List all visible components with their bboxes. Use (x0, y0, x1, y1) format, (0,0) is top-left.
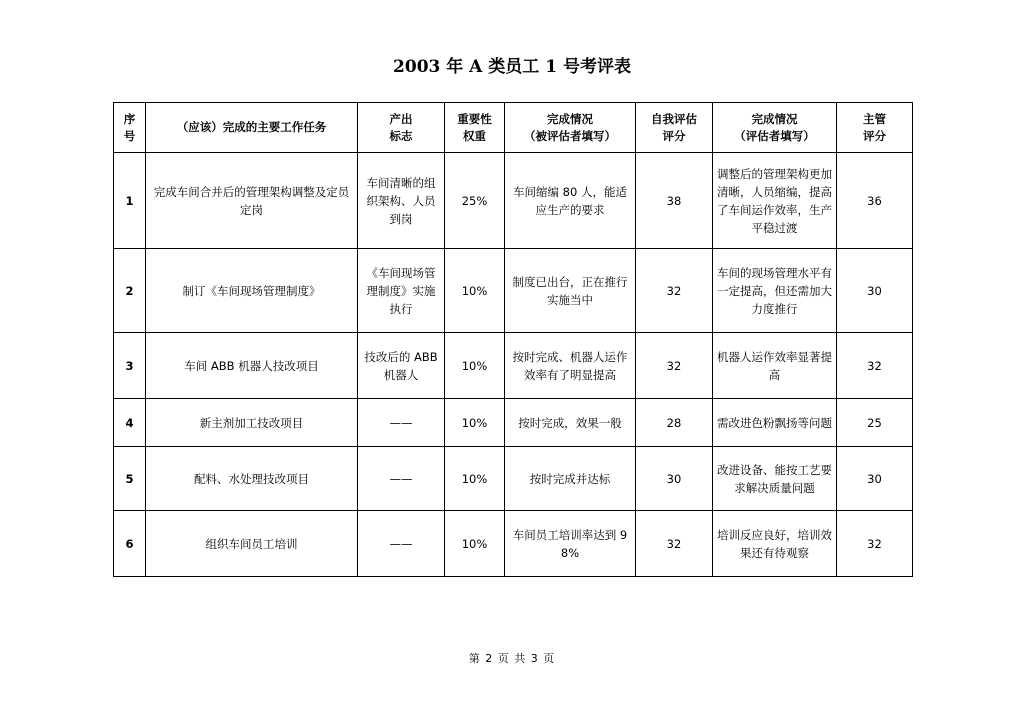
row-weight: 10% (445, 399, 505, 447)
row-manager-score: 30 (837, 447, 913, 511)
row-self-score: 38 (636, 153, 713, 249)
row-weight: 10% (445, 511, 505, 577)
header-self-score: 自我评估 评分 (636, 103, 713, 153)
row-manager-score: 32 (837, 333, 913, 399)
row-evaluator-completion: 机器人运作效率显著提高 (713, 333, 837, 399)
row-seq: 6 (114, 511, 146, 577)
table-row (114, 511, 913, 577)
row-task: 完成车间合并后的管理架构调整及定员定岗 (146, 153, 358, 249)
row-output: —— (358, 399, 445, 447)
table-row (114, 153, 913, 249)
row-completion: 车间缩编 80 人，能适应生产的要求 (505, 153, 636, 249)
row-evaluator-completion: 调整后的管理架构更加清晰，人员缩编，提高了车间运作效率，生产平稳过渡 (713, 153, 837, 249)
row-output: 技改后的 ABB 机器人 (358, 333, 445, 399)
row-output: 车间清晰的组织架构、人员到岗 (358, 153, 445, 249)
row-evaluator-completion: 需改进色粉飘扬等问题 (713, 399, 837, 447)
row-weight: 10% (445, 333, 505, 399)
row-self-score: 30 (636, 447, 713, 511)
row-evaluator-completion: 改进设备、能按工艺要求解决质量问题 (713, 447, 837, 511)
row-manager-score: 32 (837, 511, 913, 577)
row-seq: 4 (114, 399, 146, 447)
header-weight: 重要性 权重 (445, 103, 505, 153)
header-output: 产出 标志 (358, 103, 445, 153)
row-evaluator-completion: 培训反应良好，培训效果还有待观察 (713, 511, 837, 577)
header-task: （应该）完成的主要工作任务 (146, 103, 358, 153)
row-output: —— (358, 447, 445, 511)
row-task: 车间 ABB 机器人技改项目 (146, 333, 358, 399)
row-manager-score: 36 (837, 153, 913, 249)
row-evaluator-completion: 车间的现场管理水平有一定提高，但还需加大力度推行 (713, 249, 837, 333)
row-weight: 10% (445, 249, 505, 333)
row-task: 制订《车间现场管理制度》 (146, 249, 358, 333)
row-self-score: 28 (636, 399, 713, 447)
evaluation-table (113, 102, 913, 577)
row-weight: 25% (445, 153, 505, 249)
row-seq: 5 (114, 447, 146, 511)
row-weight: 10% (445, 447, 505, 511)
row-manager-score: 30 (837, 249, 913, 333)
table-header-row (114, 103, 913, 153)
row-self-score: 32 (636, 511, 713, 577)
row-task: 新主剂加工技改项目 (146, 399, 358, 447)
row-completion: 制度已出台，正在推行实施当中 (505, 249, 636, 333)
header-seq: 序 号 (114, 103, 146, 153)
header-manager-score: 主管 评分 (837, 103, 913, 153)
row-seq: 3 (114, 333, 146, 399)
page-title: 2003 年 A 类员工 1 号考评表 (393, 57, 631, 77)
page-number: 第 2 页 共 3 页 (468, 652, 556, 665)
row-completion: 按时完成、机器人运作效率有了明显提高 (505, 333, 636, 399)
row-output: —— (358, 511, 445, 577)
header-evaluator-completion: 完成情况 （评估者填写） (713, 103, 837, 153)
table-row (114, 447, 913, 511)
row-completion: 按时完成，效果一般 (505, 399, 636, 447)
row-task: 配料、水处理技改项目 (146, 447, 358, 511)
row-completion: 按时完成并达标 (505, 447, 636, 511)
table-row (114, 399, 913, 447)
row-output: 《车间现场管理制度》实施执行 (358, 249, 445, 333)
row-seq: 2 (114, 249, 146, 333)
header-completion: 完成情况 （被评估者填写） (505, 103, 636, 153)
table-row (114, 249, 913, 333)
row-self-score: 32 (636, 249, 713, 333)
row-completion: 车间员工培训率达到 98% (505, 511, 636, 577)
table-row (114, 333, 913, 399)
row-seq: 1 (114, 153, 146, 249)
row-manager-score: 25 (837, 399, 913, 447)
row-task: 组织车间员工培训 (146, 511, 358, 577)
row-self-score: 32 (636, 333, 713, 399)
